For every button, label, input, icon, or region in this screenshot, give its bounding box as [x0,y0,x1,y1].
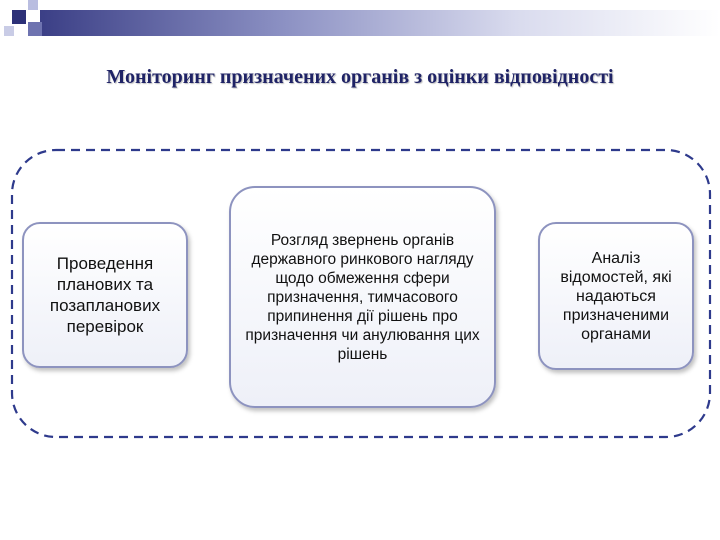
box-inspections [22,222,188,368]
box-complaints-review [229,186,496,408]
slide-title: Моніторинг призначених органів з оцінки відповідності [106,66,614,88]
box-complaints-review-label: Розгляд звернень органів державного ринкового нагляду щодо обмеження сфери призначення, тимчасового припинення дії рішень про призначення чи анулювання цих рішень [245,231,480,363]
box-information-analysis [538,222,694,370]
box-information-analysis-label: Аналіз відомостей, які надаються призначеними органами [560,249,672,343]
box-inspections-label: Проведення планових та позапланових перевірок [49,254,161,336]
